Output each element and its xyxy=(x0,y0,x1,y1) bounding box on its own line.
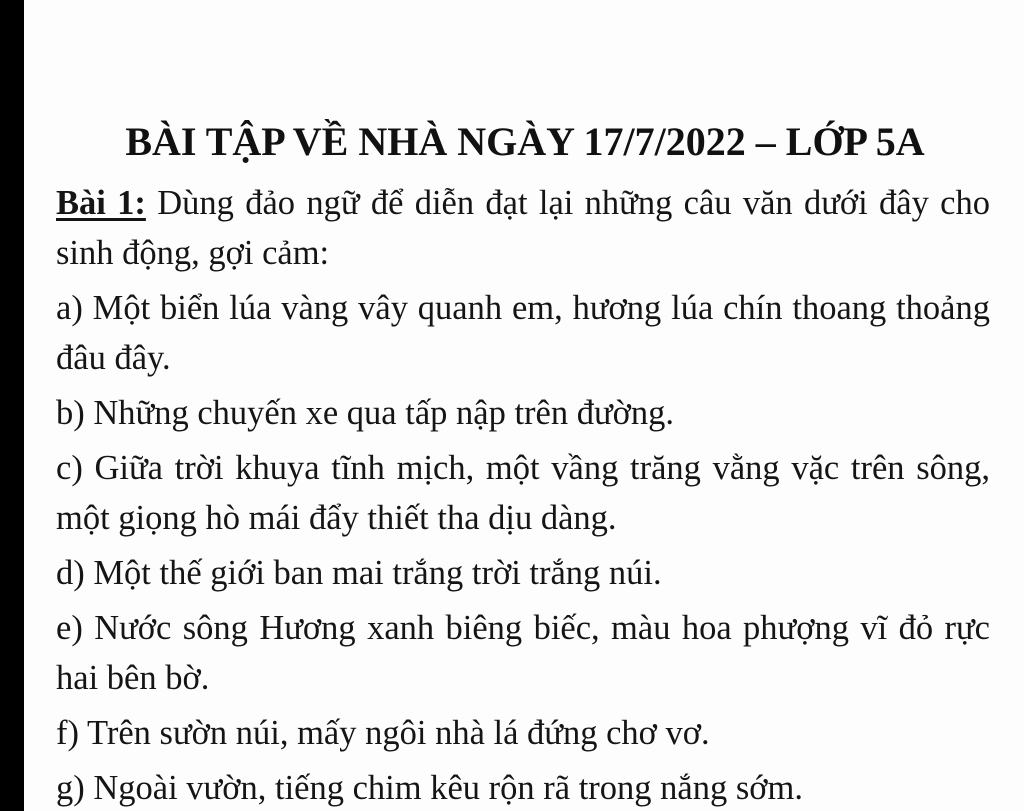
exercise-item-f: f) Trên sườn núi, mấy ngôi nhà lá đứng chơ vơ. xyxy=(56,714,710,752)
exercise-instruction xyxy=(56,178,990,278)
exercise-item-d: d) Một thế giới ban mai trắng trời trắng núi. xyxy=(56,554,662,592)
exercise-item-c: c) Giữa trời khuya tĩnh mịch, một vầng trăng vằng vặc trên sông, một giọng hò mái đẩy thiết tha dịu dàng. xyxy=(56,449,990,537)
exercise-item-g: g) Ngoài vườn, tiếng chim kêu rộn rã trong nắng sớm. xyxy=(56,769,803,807)
page-title: BÀI TẬP VỀ NHÀ NGÀY 17/7/2022 – LỚP 5A xyxy=(125,119,925,164)
exercise-item-b: b) Những chuyến xe qua tấp nập trên đường. xyxy=(56,394,675,432)
exercise-body xyxy=(56,178,990,811)
exercise-item-a: a) Một biển lúa vàng vây quanh em, hương lúa chín thoang thoảng đâu đây. xyxy=(56,289,990,377)
instruction-text: Dùng đảo ngữ để diễn đạt lại những câu văn dưới đây cho sinh động, gợi cảm: xyxy=(56,184,990,272)
exercise-label: Bài 1: xyxy=(56,184,146,222)
exercise-item-e: e) Nước sông Hương xanh biêng biếc, màu hoa phượng vĩ đỏ rực hai bên bờ. xyxy=(56,609,990,697)
